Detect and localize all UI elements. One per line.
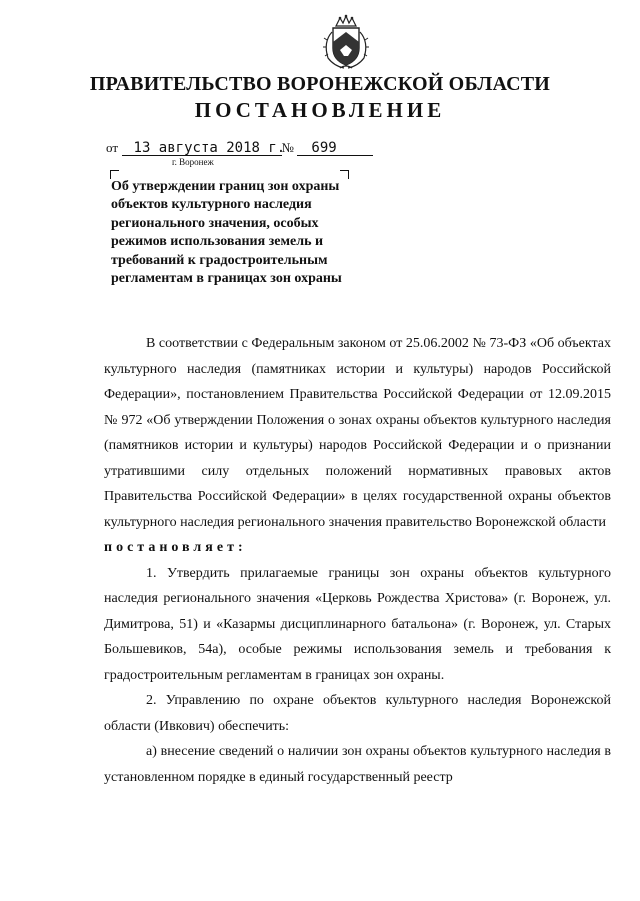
preamble-paragraph: В соответствии с Федеральным законом от 25.06.2002 № 73-ФЗ «Об объектах культурного наследия (памятниках истории и культуры) народов Российской Федерации», постановлением Правительства Российской Федерации от 12.09.2015 № 972 «Об утверждении Положения о зонах охраны объектов культурного наследия (памятников истории и культуры) народов Российской Федерации и о признании утратившими силу отдельных положений нормативных правовых актов Правительства Российской Федерации» в целях государственной охраны объектов культурного наследия регионального значения правительство Воронежской области xyxy=(104,336,611,530)
clause-paragraph: а) внесение сведений о наличии зон охраны объектов культурного наследия в установленном порядке в единый государственный реестр xyxy=(104,744,611,785)
number-prefix: № xyxy=(281,140,294,155)
government-title: ПРАВИТЕЛЬСТВО ВОРОНЕЖСКОЙ ОБЛАСТИ xyxy=(89,73,551,95)
document-subject: Об утверждении границ зон охраны объектов культурного наследия регионального значения, особых режимов использования земель и требований к градостроительным регламентам в границах зон охраны xyxy=(111,179,342,287)
clause-paragraph: 1. Утвердить прилагаемые границы зон охраны объектов культурного наследия регионального значения «Церковь Рождества Христова» (г. Воронеж, ул. Димитрова, 51) и «Казармы дисциплинарного батальона» (г. Воронеж, ул. Старых Большевиков, 54а), особые режимы использования земель и требования к градостроительным регламентам в границах зон охраны. xyxy=(104,565,611,683)
coat-of-arms-icon xyxy=(318,12,374,72)
clause-paragraph: 2. Управлению по охране объектов культурного наследия Воронежской области (Ивкович) обеспечить: xyxy=(104,693,611,734)
date-prefix: от xyxy=(106,140,119,155)
document-body xyxy=(104,331,611,790)
document-type: ПОСТАНОВЛЕНИЕ xyxy=(194,98,446,122)
document-number: 699 xyxy=(297,141,373,156)
decree-word: постановляет: xyxy=(104,540,247,555)
date-number-line xyxy=(106,140,373,157)
city-label: г. Воронеж xyxy=(172,157,214,167)
document-date: 13 августа 2018 г. xyxy=(122,141,282,156)
